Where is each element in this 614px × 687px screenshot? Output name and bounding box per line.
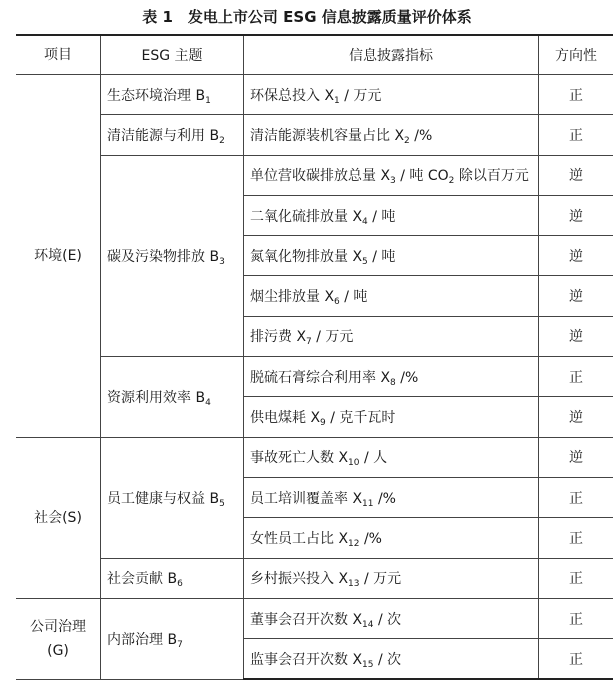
category-social: 社会(S) [16, 437, 101, 598]
indicator-cell: 环保总投入 $X_1$ / 万元 [244, 75, 539, 115]
direction-cell: 正 [539, 357, 614, 397]
indicator-cell: 脱硫石膏综合利用率 $X_8$ /% [244, 357, 539, 397]
direction-cell: 正 [539, 75, 614, 115]
direction-cell: 逆 [539, 397, 614, 437]
theme-cell: 资源利用效率 $B_4$ [101, 357, 244, 438]
direction-cell: 正 [539, 558, 614, 598]
indicator-cell: 监事会召开次数 $X_{15}$ / 次 [244, 639, 539, 680]
category-environment: 环境(E) [16, 75, 101, 438]
table-row [16, 357, 613, 397]
header-row [16, 35, 613, 75]
direction-cell: 正 [539, 598, 614, 638]
indicator-cell: 清洁能源装机容量占比 $X_2$ /% [244, 115, 539, 155]
direction-cell: 逆 [539, 437, 614, 477]
direction-cell: 正 [539, 115, 614, 155]
table-row [16, 437, 613, 477]
table-row [16, 598, 613, 638]
table-row [16, 115, 613, 155]
header-theme: ESG 主题 [101, 35, 244, 75]
table-row [16, 155, 613, 195]
indicator-cell: 乡村振兴投入 $X_{13}$ / 万元 [244, 558, 539, 598]
theme-cell: 社会贡献 $B_6$ [101, 558, 244, 598]
header-direction: 方向性 [539, 35, 614, 75]
theme-cell: 清洁能源与利用 $B_2$ [101, 115, 244, 155]
direction-cell: 逆 [539, 316, 614, 356]
indicator-cell: 事故死亡人数 $X_{10}$ / 人 [244, 437, 539, 477]
table-row [16, 75, 613, 115]
theme-cell: 内部治理 $B_7$ [101, 598, 244, 679]
theme-cell: 生态环境治理 $B_1$ [101, 75, 244, 115]
direction-cell: 逆 [539, 195, 614, 235]
direction-cell: 逆 [539, 155, 614, 195]
esg-evaluation-table [16, 34, 613, 680]
indicator-cell: 供电煤耗 $X_9$ / 克千瓦时 [244, 397, 539, 437]
direction-cell: 正 [539, 639, 614, 680]
indicator-cell: 排污费 $X_7$ / 万元 [244, 316, 539, 356]
header-indicator: 信息披露指标 [244, 35, 539, 75]
direction-cell: 逆 [539, 236, 614, 276]
direction-cell: 正 [539, 477, 614, 517]
indicator-cell: 氮氧化物排放量 $X_5$ / 吨 [244, 236, 539, 276]
indicator-cell: 单位营收碳排放总量 $X_3$ / 吨 $CO_2$ 除以百万元 [244, 155, 539, 195]
indicator-cell: 员工培训覆盖率 $X_{11}$ /% [244, 477, 539, 517]
indicator-cell: 董事会召开次数 $X_{14}$ / 次 [244, 598, 539, 638]
header-project: 项目 [16, 35, 101, 75]
table-caption: 表 1 发电上市公司 ESG 信息披露质量评价体系 [142, 8, 472, 26]
indicator-cell: 烟尘排放量 $X_6$ / 吨 [244, 276, 539, 316]
direction-cell: 正 [539, 518, 614, 558]
table-row [16, 558, 613, 598]
theme-cell: 员工健康与权益 $B_5$ [101, 437, 244, 558]
theme-cell: 碳及污染物排放 $B_3$ [101, 155, 244, 356]
indicator-cell: 二氧化硫排放量 $X_4$ / 吨 [244, 195, 539, 235]
category-governance: 公司治理(G) [16, 598, 101, 679]
direction-cell: 逆 [539, 276, 614, 316]
indicator-cell: 女性员工占比 $X_{12}$ /% [244, 518, 539, 558]
